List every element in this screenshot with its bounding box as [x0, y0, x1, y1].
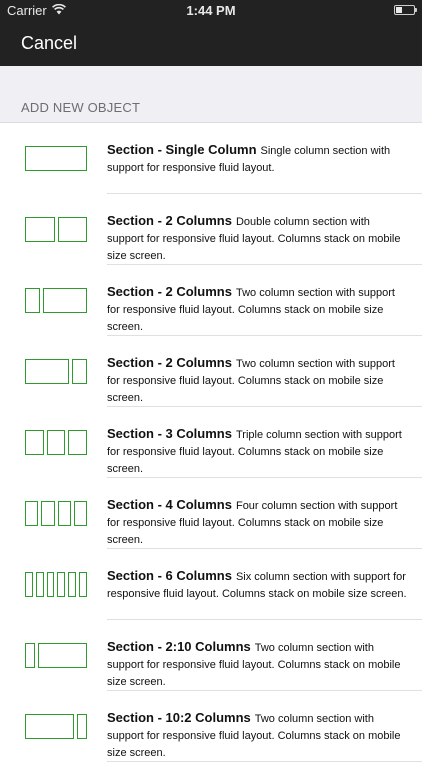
column-block-icon [38, 643, 87, 668]
column-block-icon [25, 714, 74, 739]
column-block-icon [68, 572, 76, 597]
column-block-icon [57, 572, 65, 597]
column-block-icon [74, 501, 87, 526]
list-item[interactable] [0, 194, 422, 265]
navigation-header [0, 0, 422, 66]
item-text [107, 709, 408, 762]
item-text [107, 141, 408, 177]
item-description: Six column section with support for responsive fluid layout. Columns stack on mobile size screen. [107, 571, 407, 600]
column-block-icon [41, 501, 54, 526]
column-block-icon [25, 288, 40, 313]
item-title: Section - 2 Columns [107, 355, 232, 370]
column-block-icon [25, 430, 44, 455]
list-item[interactable] [0, 549, 422, 620]
item-title: Section - 2 Columns [107, 284, 232, 299]
column-block-icon [79, 572, 87, 597]
column-layout-icon [25, 643, 87, 668]
list-item[interactable] [0, 407, 422, 478]
column-block-icon [47, 572, 55, 597]
column-block-icon [25, 359, 69, 384]
column-block-icon [77, 714, 87, 739]
column-layout-icon [25, 288, 87, 313]
item-description: Four column section with support for responsive fluid layout. Columns stack on mobile size screen. [107, 500, 398, 546]
column-block-icon [47, 430, 66, 455]
column-block-icon [43, 288, 87, 313]
column-block-icon [72, 359, 87, 384]
column-layout-icon [25, 501, 87, 526]
item-description: Triple column section with support for responsive fluid layout. Columns stack on mobile size screen. [107, 429, 402, 475]
item-title: Section - 2:10 Columns [107, 639, 251, 654]
item-text [107, 212, 408, 265]
section-header-label: ADD NEW OBJECT [21, 100, 141, 115]
item-title: Section - 4 Columns [107, 497, 232, 512]
list-item[interactable] [0, 265, 422, 336]
column-block-icon [25, 501, 38, 526]
column-block-icon [25, 146, 87, 171]
list-item[interactable] [0, 620, 422, 691]
column-block-icon [36, 572, 44, 597]
object-list [0, 123, 422, 762]
item-title: Section - 3 Columns [107, 426, 232, 441]
item-text [107, 425, 408, 478]
item-text [107, 567, 408, 603]
item-text [107, 283, 408, 336]
column-layout-icon [25, 714, 87, 739]
column-block-icon [58, 217, 88, 242]
item-title: Section - 2 Columns [107, 213, 232, 228]
item-description: Two column section with support for responsive fluid layout. Columns stack on mobile size screen. [107, 287, 395, 333]
column-layout-icon [25, 359, 87, 384]
status-time: 1:44 PM [186, 3, 236, 18]
item-text [107, 496, 408, 549]
column-block-icon [25, 572, 33, 597]
column-block-icon [25, 217, 55, 242]
column-block-icon [68, 430, 87, 455]
list-item[interactable] [0, 123, 422, 194]
section-header [0, 66, 422, 123]
carrier-label: Carrier [7, 3, 47, 18]
item-description: Single column section with support for responsive fluid layout. [107, 145, 391, 174]
column-block-icon [58, 501, 71, 526]
item-description: Two column section with support for responsive fluid layout. Columns stack on mobile size screen. [107, 642, 401, 688]
item-title: Section - 10:2 Columns [107, 710, 251, 725]
status-bar [0, 0, 422, 22]
list-item[interactable] [0, 691, 422, 762]
item-text [107, 638, 408, 691]
column-layout-icon [25, 430, 87, 455]
list-item[interactable] [0, 478, 422, 549]
list-item[interactable] [0, 336, 422, 407]
column-layout-icon [25, 146, 87, 171]
item-text [107, 354, 408, 407]
item-title: Section - Single Column [107, 142, 257, 157]
item-description: Two column section with support for responsive fluid layout. Columns stack on mobile size screen. [107, 713, 401, 759]
column-block-icon [25, 643, 35, 668]
item-title: Section - 6 Columns [107, 568, 232, 583]
item-description: Two column section with support for responsive fluid layout. Columns stack on mobile size screen. [107, 358, 395, 404]
cancel-button[interactable]: Cancel [21, 33, 78, 53]
battery-icon [394, 5, 415, 15]
column-layout-icon [25, 217, 87, 242]
item-description: Double column section with support for responsive fluid layout. Columns stack on mobile size screen. [107, 216, 401, 262]
column-layout-icon [25, 572, 87, 597]
